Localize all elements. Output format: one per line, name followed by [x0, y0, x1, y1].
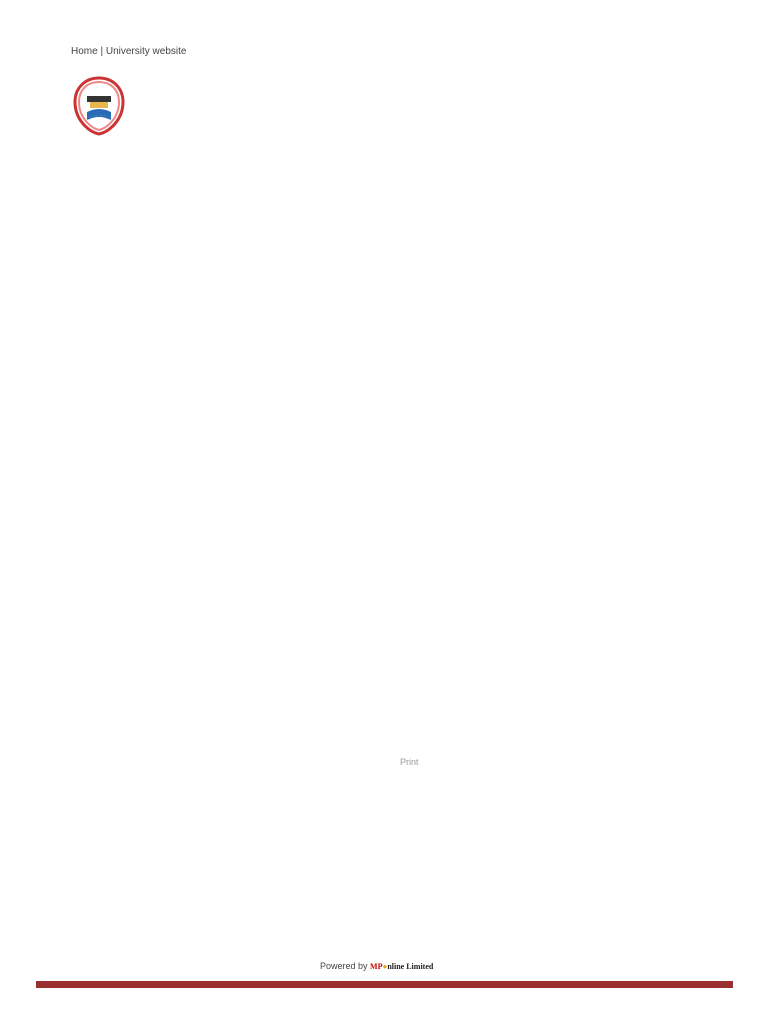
print-link[interactable]: Print [400, 757, 419, 767]
mponline-logo: MP●nline Limited [370, 962, 434, 971]
footer-bar [36, 981, 733, 988]
university-logo [73, 76, 125, 136]
powered-by-label: Powered by [320, 961, 368, 971]
powered-by [320, 961, 433, 971]
top-nav [71, 46, 186, 57]
university-website-link[interactable]: University website [105, 46, 187, 57]
nav-separator: | [100, 46, 104, 57]
home-link[interactable]: Home [71, 46, 98, 57]
